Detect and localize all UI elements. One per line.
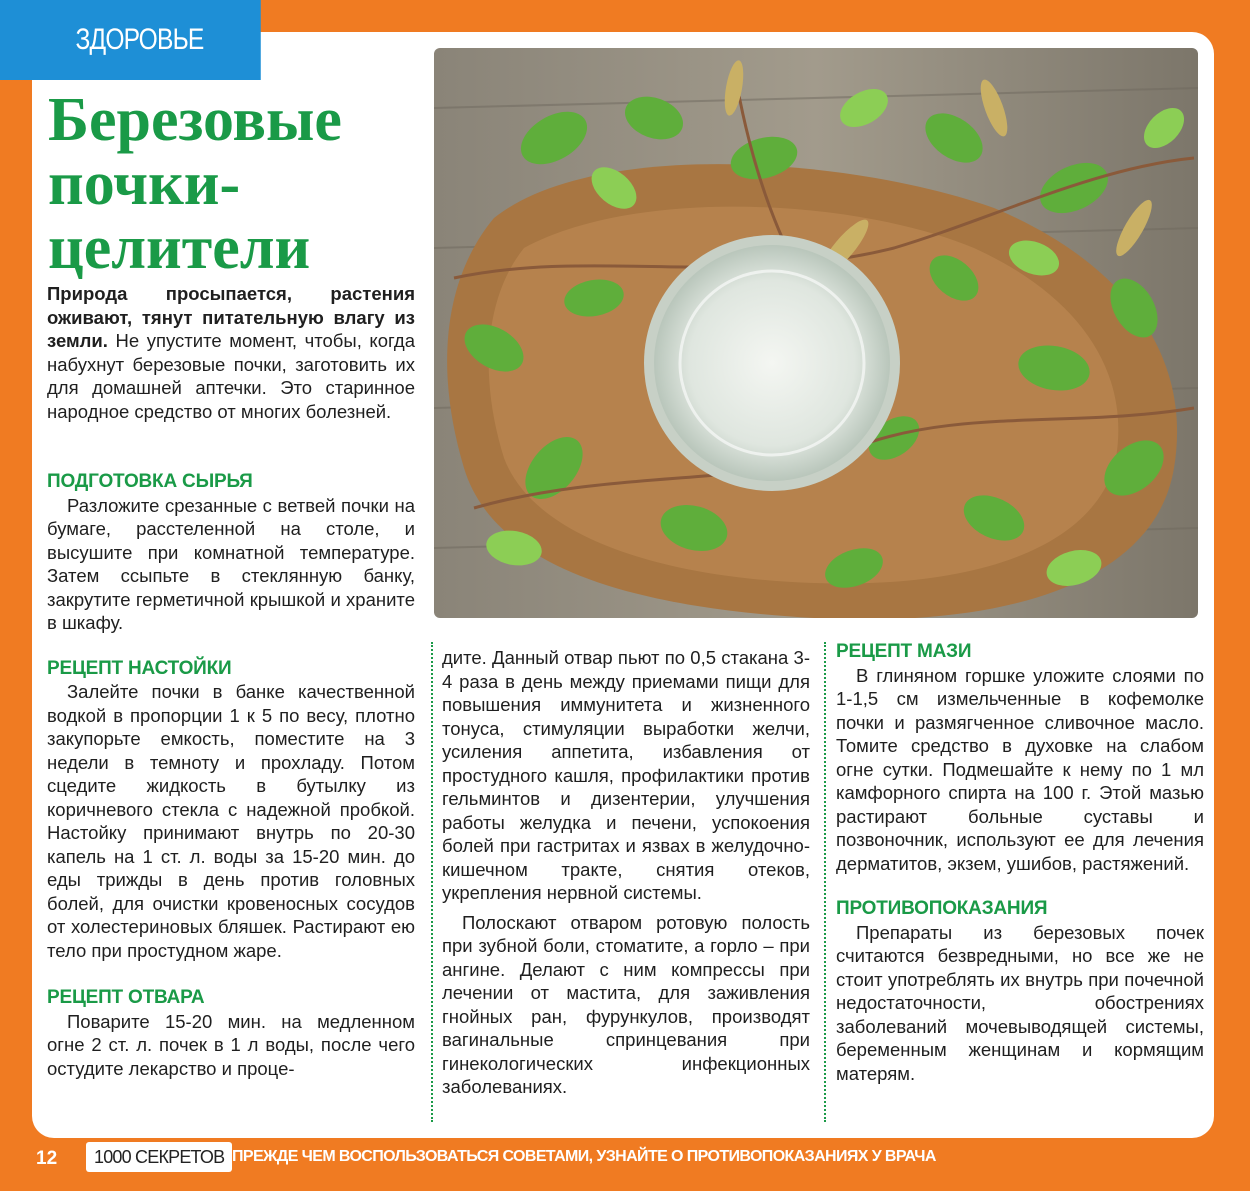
heading-tincture: РЕЦЕПТ НАСТОЙКИ <box>47 657 232 679</box>
section-tab: ЗДОРОВЬЕ <box>0 0 261 80</box>
intro-text <box>47 282 415 423</box>
column-divider <box>824 642 826 1122</box>
heading-ointment: РЕЦЕПТ МАЗИ <box>836 641 972 662</box>
ointment-text: В глиняном горшке уложите слоями по 1-1,5 см измельченные в кофемолке почки и размягченное сливочное масло. Томите средство в духовке на слабом огне сутки. Подмешайте к нему по 1 мл камфорного спирта на 100 г. Этой мазью растирают больные суставы и позвоночник, используют ее для лечения дерматитов, экзем, ушибов, растяжений. <box>836 664 1204 874</box>
title-line: почки- <box>48 150 241 218</box>
prep-text: Разложите срезанные с ветвей почки на бумаге, расстеленной на столе, и высушите при комнатной температуре. Затем ссыпьте в стеклянную банку, закрутите герметичной крышкой и храните в шкафу. <box>47 494 415 633</box>
footer <box>0 1132 1250 1191</box>
heading-decoction: РЕЦЕПТ ОТВАРА <box>47 987 205 1008</box>
title-line: целители <box>48 214 311 282</box>
column-2 <box>442 646 810 1099</box>
birch-photo-illustration <box>434 48 1198 618</box>
magazine-name: 1000 СЕКРЕТОВ <box>86 1142 232 1172</box>
rinse-text: Полоскают отваром ротовую полость при зубной боли, стоматите, а горло – при ангине. Делают с ним компрессы при лечении от мастита, для заживления гнойных ран, фурункулов, производят вагинальные спринцевания при гинекологических инфекционных заболеваниях. <box>442 911 810 1097</box>
decoction-text: Поварите 15-20 мин. на медленном огне 2 ст. л. почек в 1 л воды, после чего остудите лекарство и проце- <box>47 1010 415 1079</box>
intro-body: Не упустите момент, чтобы, когда набухнут березовые почки, заготовить их для домашней аптечки. Это старинное народное средство от многих болезней. <box>47 330 415 422</box>
heading-contra: ПРОТИВОПОКАЗАНИЯ <box>836 898 1048 919</box>
intro-lead: Природа просыпается, растения оживают, тянут питательную влагу из земли. <box>47 283 415 351</box>
birch-photo <box>434 48 1198 618</box>
page-title <box>48 88 428 280</box>
intro-paragraph <box>47 282 415 423</box>
decoction-continued: дите. Данный отвар пьют по 0,5 стакана 3-4 раза в день между приемами пищи для повышения иммунитета и жизненного тонуса, стимуляции выработки желчи, усиления аппетита, избавления от простудного кашля, профилактики против гельминтов и дизентерии, улучшения работы желудка и печени, успокоения болей при гастритах и язвах в желудочно-кишечном тракте, снятия отеков, укрепления нервной системы. <box>442 647 810 903</box>
column-1 <box>47 470 415 1080</box>
heading-prep: ПОДГОТОВКА СЫРЬЯ <box>47 471 253 492</box>
column-3 <box>836 640 1204 1085</box>
contra-text: Препараты из березовых почек считаются безвредными, но все же не стоит употреблять их внутрь при почечной недостаточности, обострениях заболеваний мочевыводящей системы, беременным женщинам и кормящим матерям. <box>836 921 1204 1084</box>
column-divider <box>431 642 433 1122</box>
page-number: 12 <box>36 1148 58 1169</box>
footer-warning: ПРЕЖДЕ ЧЕМ ВОСПОЛЬЗОВАТЬСЯ СОВЕТАМИ, УЗНАЙТЕ О ПРОТИВОПОКАЗАНИЯХ У ВРАЧА <box>232 1148 936 1165</box>
title-line: Березовые <box>48 86 342 154</box>
tincture-text: Залейте почки в банке качественной водкой в пропорции 1 к 5 по весу, плотно закупорьте емкость, поместите на 3 недели в темноту и прохладу. Потом сцедите жидкость в бутылку из коричневого стекла с надежной пробкой. Настойку принимают внутрь по 20-30 капель на 1 ст. л. воды за 15-20 мин. до еды трижды в день против головных болей, для очистки кровеносных сосудов от холестериновых бляшек. Растирают ею тело при простудном жаре. <box>47 681 415 961</box>
